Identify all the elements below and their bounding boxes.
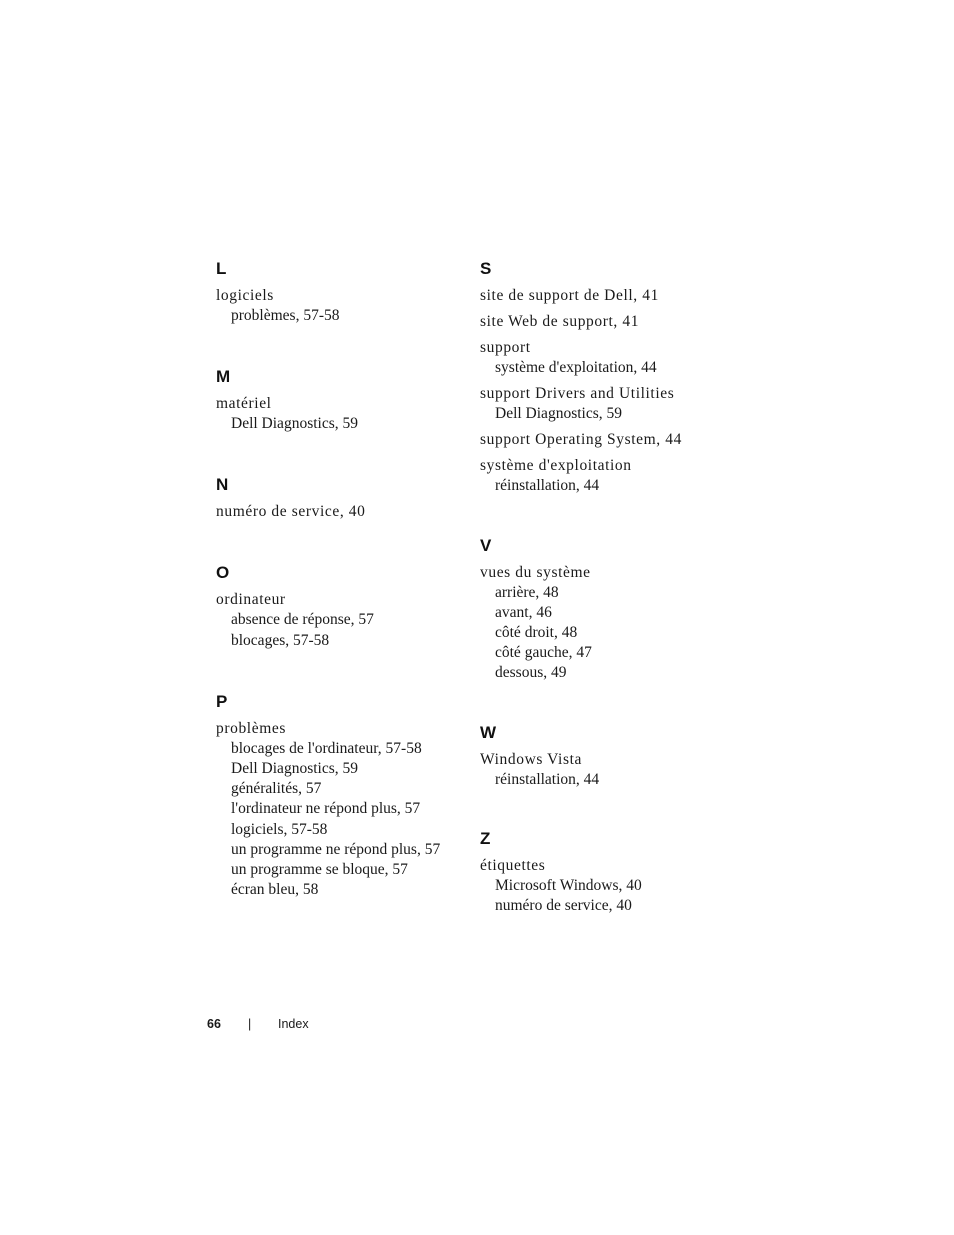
section-letter: N xyxy=(216,475,229,495)
index-section-m xyxy=(216,366,466,434)
page-footer xyxy=(207,1016,309,1032)
index-entry xyxy=(216,719,466,901)
index-term: support xyxy=(480,339,531,356)
index-subterm: réinstallation, 44 xyxy=(495,477,600,495)
index-subterm: Microsoft Windows, 40 xyxy=(495,876,642,894)
index-subterm: l'ordinateur ne répond plus, 57 xyxy=(231,800,421,818)
index-subterm: logiciels, 57-58 xyxy=(231,820,328,838)
index-entry xyxy=(480,563,730,684)
index-subterm: côté droit, 48 xyxy=(495,624,578,642)
index-section-l xyxy=(216,258,466,326)
index-term: ordinateur xyxy=(216,591,286,609)
index-term: logiciels xyxy=(216,287,274,304)
index-term: numéro de service, 40 xyxy=(216,503,366,521)
index-entry xyxy=(216,502,466,522)
index-section-z xyxy=(480,828,730,916)
section-letter: Z xyxy=(480,828,491,848)
index-subterm: avant, 46 xyxy=(495,603,552,621)
index-subterm: blocages de l'ordinateur, 57-58 xyxy=(231,739,422,757)
index-column-left xyxy=(216,258,466,906)
index-term: site Web de support, 41 xyxy=(480,313,640,330)
index-subterm: un programme se bloque, 57 xyxy=(231,861,408,879)
index-entry xyxy=(480,456,730,496)
index-subterm: dessous, 49 xyxy=(495,664,567,682)
index-term: matériel xyxy=(216,395,272,413)
index-subterm: numéro de service, 40 xyxy=(495,897,632,915)
index-section-o xyxy=(216,562,466,650)
section-letter: S xyxy=(480,259,492,278)
index-section-w xyxy=(480,722,730,790)
index-entry xyxy=(480,750,730,790)
index-section-s xyxy=(480,258,730,497)
index-term: étiquettes xyxy=(480,856,546,874)
index-subterm: système d'exploitation, 44 xyxy=(495,359,657,376)
index-subterm: côté gauche, 47 xyxy=(495,644,592,662)
section-letter: W xyxy=(480,722,497,742)
section-letter: L xyxy=(216,259,227,278)
index-subterm: blocages, 57-58 xyxy=(231,631,330,649)
index-subterm: absence de réponse, 57 xyxy=(231,611,374,629)
index-term: vues du système xyxy=(480,563,591,581)
section-letter: O xyxy=(216,563,230,583)
footer-separator: | xyxy=(248,1017,252,1031)
index-entry xyxy=(480,286,730,306)
index-subterm: un programme ne répond plus, 57 xyxy=(231,840,441,858)
footer-section-title: Index xyxy=(278,1017,309,1031)
index-term: système d'exploitation xyxy=(480,457,632,475)
index-column-right xyxy=(480,258,730,922)
index-term: support Drivers and Utilities xyxy=(480,385,675,403)
section-letter: V xyxy=(480,535,492,555)
index-term: problèmes xyxy=(216,719,286,737)
index-subterm: arrière, 48 xyxy=(495,583,559,601)
index-subterm: Dell Diagnostics, 59 xyxy=(495,405,622,423)
page-number: 66 xyxy=(207,1017,221,1031)
index-entry xyxy=(216,394,466,434)
index-entry xyxy=(480,338,730,378)
index-section-p xyxy=(216,691,466,901)
index-section-n xyxy=(216,474,466,522)
index-entry xyxy=(480,856,730,916)
index-entry xyxy=(216,286,466,326)
index-section-v xyxy=(480,535,730,684)
index-subterm: généralités, 57 xyxy=(231,780,322,798)
index-subterm: Dell Diagnostics, 59 xyxy=(231,415,358,433)
index-term: support Operating System, 44 xyxy=(480,431,682,449)
index-entry xyxy=(480,384,730,424)
section-letter: P xyxy=(216,691,228,711)
index-subterm: problèmes, 57-58 xyxy=(231,307,340,324)
index-subterm: réinstallation, 44 xyxy=(495,770,600,788)
index-entry xyxy=(480,312,730,332)
index-subterm: Dell Diagnostics, 59 xyxy=(231,760,358,778)
index-term: site de support de Dell, 41 xyxy=(480,287,659,304)
index-entry xyxy=(480,430,730,450)
index-term: Windows Vista xyxy=(480,750,582,768)
index-entry xyxy=(216,590,466,650)
section-letter: M xyxy=(216,367,231,387)
index-subterm: écran bleu, 58 xyxy=(231,881,319,899)
